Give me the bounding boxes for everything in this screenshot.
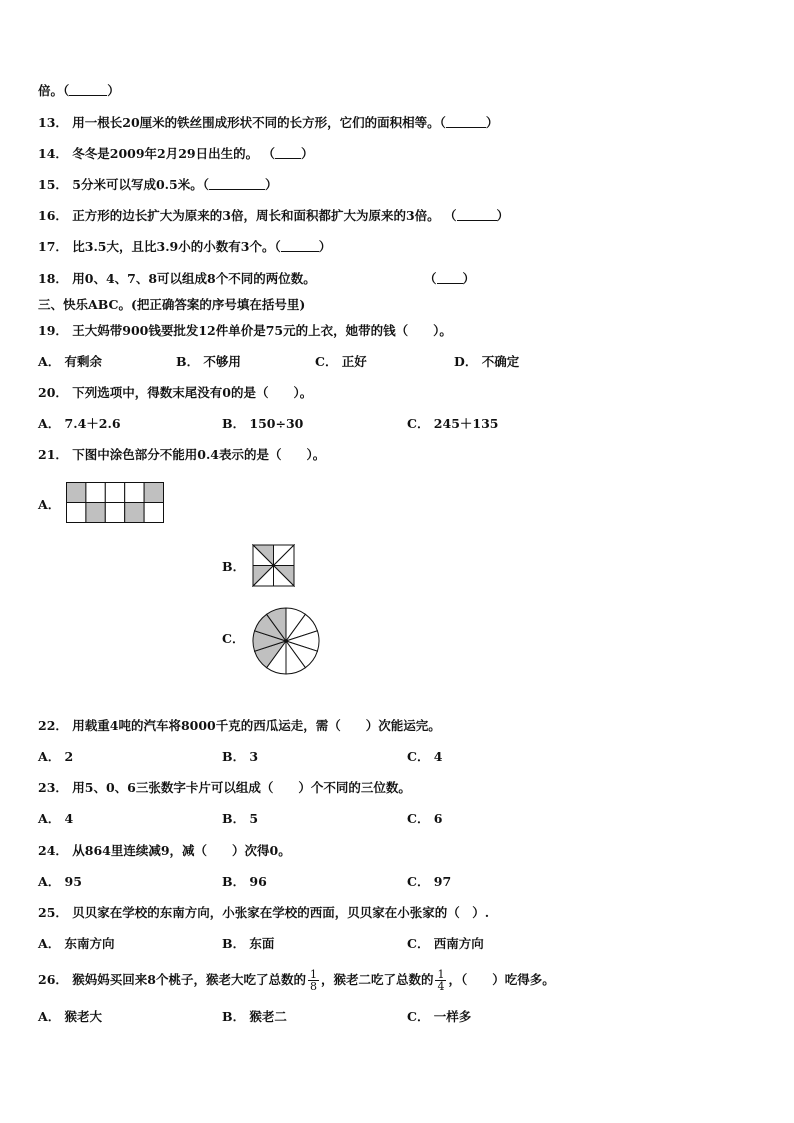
q21-option-c[interactable]: C． <box>222 631 245 646</box>
circle-figure <box>252 607 320 675</box>
question-14: 14． 冬冬是2009年2月29日出生的。 （ ） <box>38 146 314 161</box>
question-18: 18． 用0、4、7、8可以组成8个不同的两位数。 <box>38 271 316 286</box>
grid-cell <box>67 503 86 523</box>
question-17: 17． 比3.5大，且比3.9小的小数有3个。（ ） <box>38 239 332 254</box>
q22-option-b[interactable]: B． 3 <box>222 749 259 764</box>
q22-option-a[interactable]: A． 2 <box>38 749 74 764</box>
grid-cell <box>144 503 163 523</box>
question-13: 13． 用一根长20厘米的铁丝围成形状不同的长方形，它们的面积相等。（ ） <box>38 115 499 130</box>
q26-option-b[interactable]: B． 猴老二 <box>222 1009 287 1024</box>
grid-cell-shaded <box>144 483 163 503</box>
grid-cell <box>86 483 105 503</box>
answer-blank[interactable] <box>457 208 497 221</box>
q20-option-b[interactable]: B． 150÷30 <box>222 416 304 431</box>
q19-option-c[interactable]: C． 正好 <box>315 354 367 369</box>
answer-blank[interactable] <box>275 146 301 159</box>
q23-option-b[interactable]: B． 5 <box>222 811 259 826</box>
q19-option-d[interactable]: D． 不确定 <box>454 354 520 369</box>
q19-option-b[interactable]: B． 不够用 <box>176 354 241 369</box>
answer-blank[interactable] <box>281 239 319 252</box>
q22-option-c[interactable]: C． 4 <box>407 749 443 764</box>
question-25: 25． 贝贝家在学校的东南方向，小张家在学校的西面，贝贝家在小张家的（ ）. <box>38 905 490 920</box>
question-22: 22． 用载重4吨的汽车将8000千克的西瓜运走，需（ ）次能运完。 <box>38 718 441 733</box>
answer-blank[interactable] <box>69 83 107 96</box>
answer-blank[interactable] <box>209 177 265 190</box>
grid-cell-shaded <box>67 483 86 503</box>
answer-blank[interactable] <box>437 271 463 284</box>
q23-option-a[interactable]: A． 4 <box>38 811 74 826</box>
grid-cell <box>105 483 124 503</box>
answer-blank[interactable] <box>446 115 486 128</box>
grid-cell-shaded <box>86 503 105 523</box>
question-20: 20． 下列选项中，得数末尾没有0的是（ ）。 <box>38 385 313 400</box>
q26-option-c[interactable]: C． 一样多 <box>407 1009 472 1024</box>
fraction-one-quarter: $\frac{1}{4}$ <box>437 968 445 993</box>
question-24: 24． 从864里连续减9，减（ ）次得0。 <box>38 843 291 858</box>
question-23: 23． 用5、0、6三张数字卡片可以组成（ ）个不同的三位数。 <box>38 780 411 795</box>
q21-option-a[interactable]: A． <box>38 497 61 512</box>
question-26: 26． 猴妈妈买回来8个桃子，猴老大吃了总数的 $\frac{1}{8}$ ，猴老二吃了总数的 $\frac{1}{4}$ ，（ ）吃得多。 <box>38 968 555 993</box>
q24-option-a[interactable]: A． 95 <box>38 874 82 889</box>
q19-option-a[interactable]: A． 有剩余 <box>38 354 103 369</box>
q20-option-c[interactable]: C． 245＋135 <box>407 416 499 431</box>
q24-option-b[interactable]: B． 96 <box>222 874 267 889</box>
question-15: 15． 5分米可以写成0.5米。（ ） <box>38 177 278 192</box>
q25-option-c[interactable]: C． 西南方向 <box>407 936 484 951</box>
question-18-blank: （ ） <box>424 271 476 286</box>
fraction-one-eighth: $\frac{1}{8}$ <box>309 968 317 993</box>
q24-option-c[interactable]: C． 97 <box>407 874 452 889</box>
question-16: 16． 正方形的边长扩大为原来的3倍，周长和面积都扩大为原来的3倍。 （ ） <box>38 208 510 223</box>
question-19: 19． 王大妈带900钱要批发12件单价是75元的上衣，她带的钱（ ）。 <box>38 323 452 338</box>
q23-option-c[interactable]: C． 6 <box>407 811 443 826</box>
continuation-line: 倍。（ ） <box>38 83 120 98</box>
grid-cell <box>125 483 144 503</box>
q21-option-b[interactable]: B． <box>222 559 246 574</box>
grid-figure <box>66 482 164 523</box>
q25-option-b[interactable]: B． 东面 <box>222 936 275 951</box>
grid-cell <box>105 503 124 523</box>
question-21: 21． 下图中涂色部分不能用0.4表示的是（ ）。 <box>38 447 326 462</box>
section-3-heading: 三、快乐ABC。(把正确答案的序号填在括号里) <box>38 297 306 312</box>
q26-option-a[interactable]: A． 猴老大 <box>38 1009 103 1024</box>
square-figure <box>252 544 295 587</box>
q20-option-a[interactable]: A． 7.4＋2.6 <box>38 416 121 431</box>
grid-cell-shaded <box>125 503 144 523</box>
q25-option-a[interactable]: A． 东南方向 <box>38 936 115 951</box>
